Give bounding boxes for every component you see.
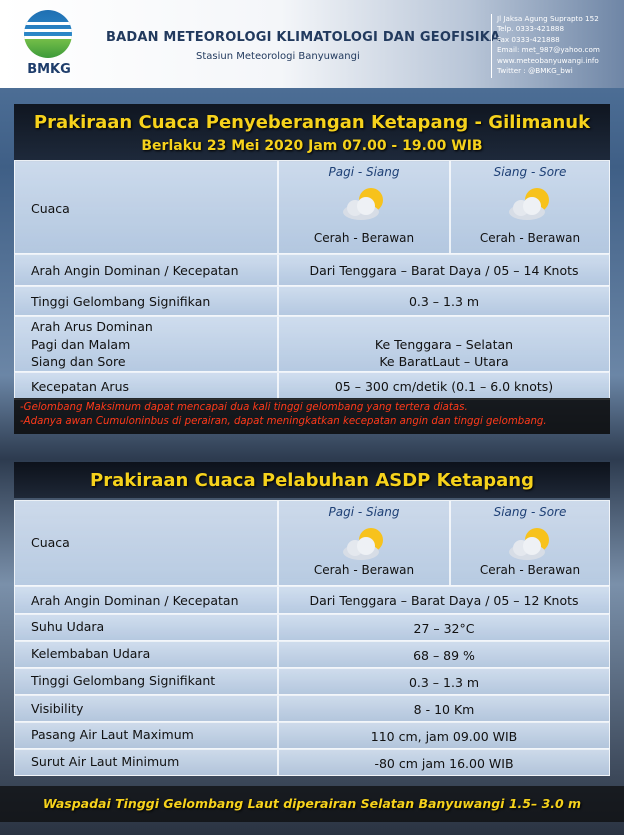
crossing-weather-am: Cerah - Berawan	[313, 231, 415, 245]
crossing-wind-row	[14, 254, 610, 286]
port-humidity-row	[14, 641, 610, 668]
port-forecast-panel	[14, 462, 610, 782]
port-weather-row	[14, 500, 610, 586]
contact-info	[491, 14, 617, 78]
partly-cloudy-icon	[337, 525, 391, 563]
port-wind-row	[14, 586, 610, 614]
crossing-title: Prakiraan Cuaca Penyeberangan Ketapang - Gilimanuk	[33, 112, 591, 133]
warning-band	[0, 786, 624, 822]
crossing-weather-row	[14, 160, 610, 254]
station-name: Stasiun Meteorologi Banyuwangi	[196, 51, 360, 62]
port-title-band	[14, 462, 610, 498]
port-high-tide-value: 110 cm, jam 09.00 WIB	[370, 729, 518, 744]
crossing-current-am-label: Pagi dan Malam	[31, 337, 131, 352]
contact-website: www.meteobanyuwangi.info	[497, 55, 599, 65]
port-wind-label: Arah Angin Dominan / Kecepatan	[31, 593, 239, 608]
port-low-tide-label: Surut Air Laut Minimum	[31, 754, 180, 769]
port-temperature-value: 27 – 32°C	[413, 621, 475, 636]
crossing-current-am-value: Ke Tenggara – Selatan	[374, 337, 514, 352]
contact-fax: Fax 0333-421888	[497, 34, 560, 44]
port-temperature-row	[14, 614, 610, 641]
header	[0, 0, 624, 88]
port-weather-pm: Cerah - Berawan	[479, 563, 581, 577]
note-max-wave: -Gelombang Maksimum dapat mencapai dua kali tinggi gelombang yang tertera diatas.	[20, 402, 468, 413]
note-cumulonimbus: -Adanya awan Cumuloninbus di perairan, dapat meningkatkan kecepatan angin dan tinggi gelombang.	[20, 416, 547, 427]
port-visibility-label: Visibility	[31, 701, 84, 716]
port-period-am: Pagi - Siang	[328, 505, 400, 519]
crossing-wave-row	[14, 286, 610, 316]
logo-text: BMKG	[27, 62, 71, 77]
port-high-tide-label: Pasang Air Laut Maximum	[31, 727, 194, 742]
crossing-current-speed-value: 05 – 300 cm/detik (0.1 – 6.0 knots)	[334, 379, 554, 394]
port-high-tide-row	[14, 722, 610, 749]
bmkg-logo-icon	[18, 10, 80, 80]
port-weather-am: Cerah - Berawan	[313, 563, 415, 577]
logo-emblem	[24, 10, 72, 58]
port-visibility-value: 8 - 10 Km	[413, 702, 475, 717]
contact-twitter: Twitter : @BMKG_bwi	[497, 66, 573, 76]
crossing-wave-label: Tinggi Gelombang Signifikan	[31, 294, 211, 309]
crossing-current-speed-label: Kecepatan Arus	[31, 379, 130, 394]
port-period-pm: Siang - Sore	[493, 505, 567, 519]
crossing-current-speed-row	[14, 372, 610, 400]
crossing-forecast-panel	[14, 104, 610, 436]
port-wind-value: Dari Tenggara – Barat Daya / 05 – 12 Knots	[309, 593, 579, 608]
crossing-current-direction-row	[14, 316, 610, 372]
crossing-weather-label: Cuaca	[31, 201, 70, 216]
crossing-wind-label: Arah Angin Dominan / Kecepatan	[31, 263, 239, 278]
contact-address: Jl Jaksa Agung Suprapto 152	[497, 14, 599, 23]
partly-cloudy-icon	[337, 185, 391, 223]
crossing-title-band	[14, 104, 610, 162]
crossing-period-am: Pagi - Siang	[328, 165, 400, 179]
crossing-validity: Berlaku 23 Mei 2020 Jam 07.00 - 19.00 WIB	[141, 138, 483, 154]
crossing-current-pm-label: Siang dan Sore	[31, 354, 126, 369]
port-temperature-label: Suhu Udara	[31, 619, 105, 634]
port-title: Prakiraan Cuaca Pelabuhan ASDP Ketapang	[90, 470, 534, 491]
crossing-current-pm-value: Ke BaratLaut – Utara	[379, 354, 509, 369]
port-weather-label: Cuaca	[31, 535, 70, 550]
agency-name: BADAN METEOROLOGI KLIMATOLOGI DAN GEOFISIKA	[106, 30, 501, 45]
port-low-tide-row	[14, 749, 610, 776]
crossing-wave-value: 0.3 – 1.3 m	[408, 294, 480, 309]
crossing-notes	[14, 398, 610, 434]
contact-phone: Telp. 0333-421888	[497, 24, 565, 34]
port-wave-row	[14, 668, 610, 695]
crossing-period-pm: Siang - Sore	[493, 165, 567, 179]
port-humidity-value: 68 – 89 %	[413, 648, 475, 663]
partly-cloudy-icon	[503, 185, 557, 223]
crossing-weather-pm: Cerah - Berawan	[479, 231, 581, 245]
crossing-current-dir-label: Arah Arus Dominan	[31, 319, 153, 334]
wave-warning: Waspadai Tinggi Gelombang Laut diperairan Selatan Banyuwangi 1.5– 3.0 m	[42, 796, 582, 811]
port-wave-label: Tinggi Gelombang Signifikant	[31, 673, 216, 688]
contact-email: Email: met_987@yahoo.com	[497, 45, 600, 55]
crossing-wind-value: Dari Tenggara – Barat Daya / 05 – 14 Knots	[309, 263, 579, 278]
port-humidity-label: Kelembaban Udara	[31, 646, 151, 661]
port-low-tide-value: -80 cm jam 16.00 WIB	[374, 756, 514, 771]
port-wave-value: 0.3 – 1.3 m	[408, 675, 480, 690]
partly-cloudy-icon	[503, 525, 557, 563]
port-visibility-row	[14, 695, 610, 722]
